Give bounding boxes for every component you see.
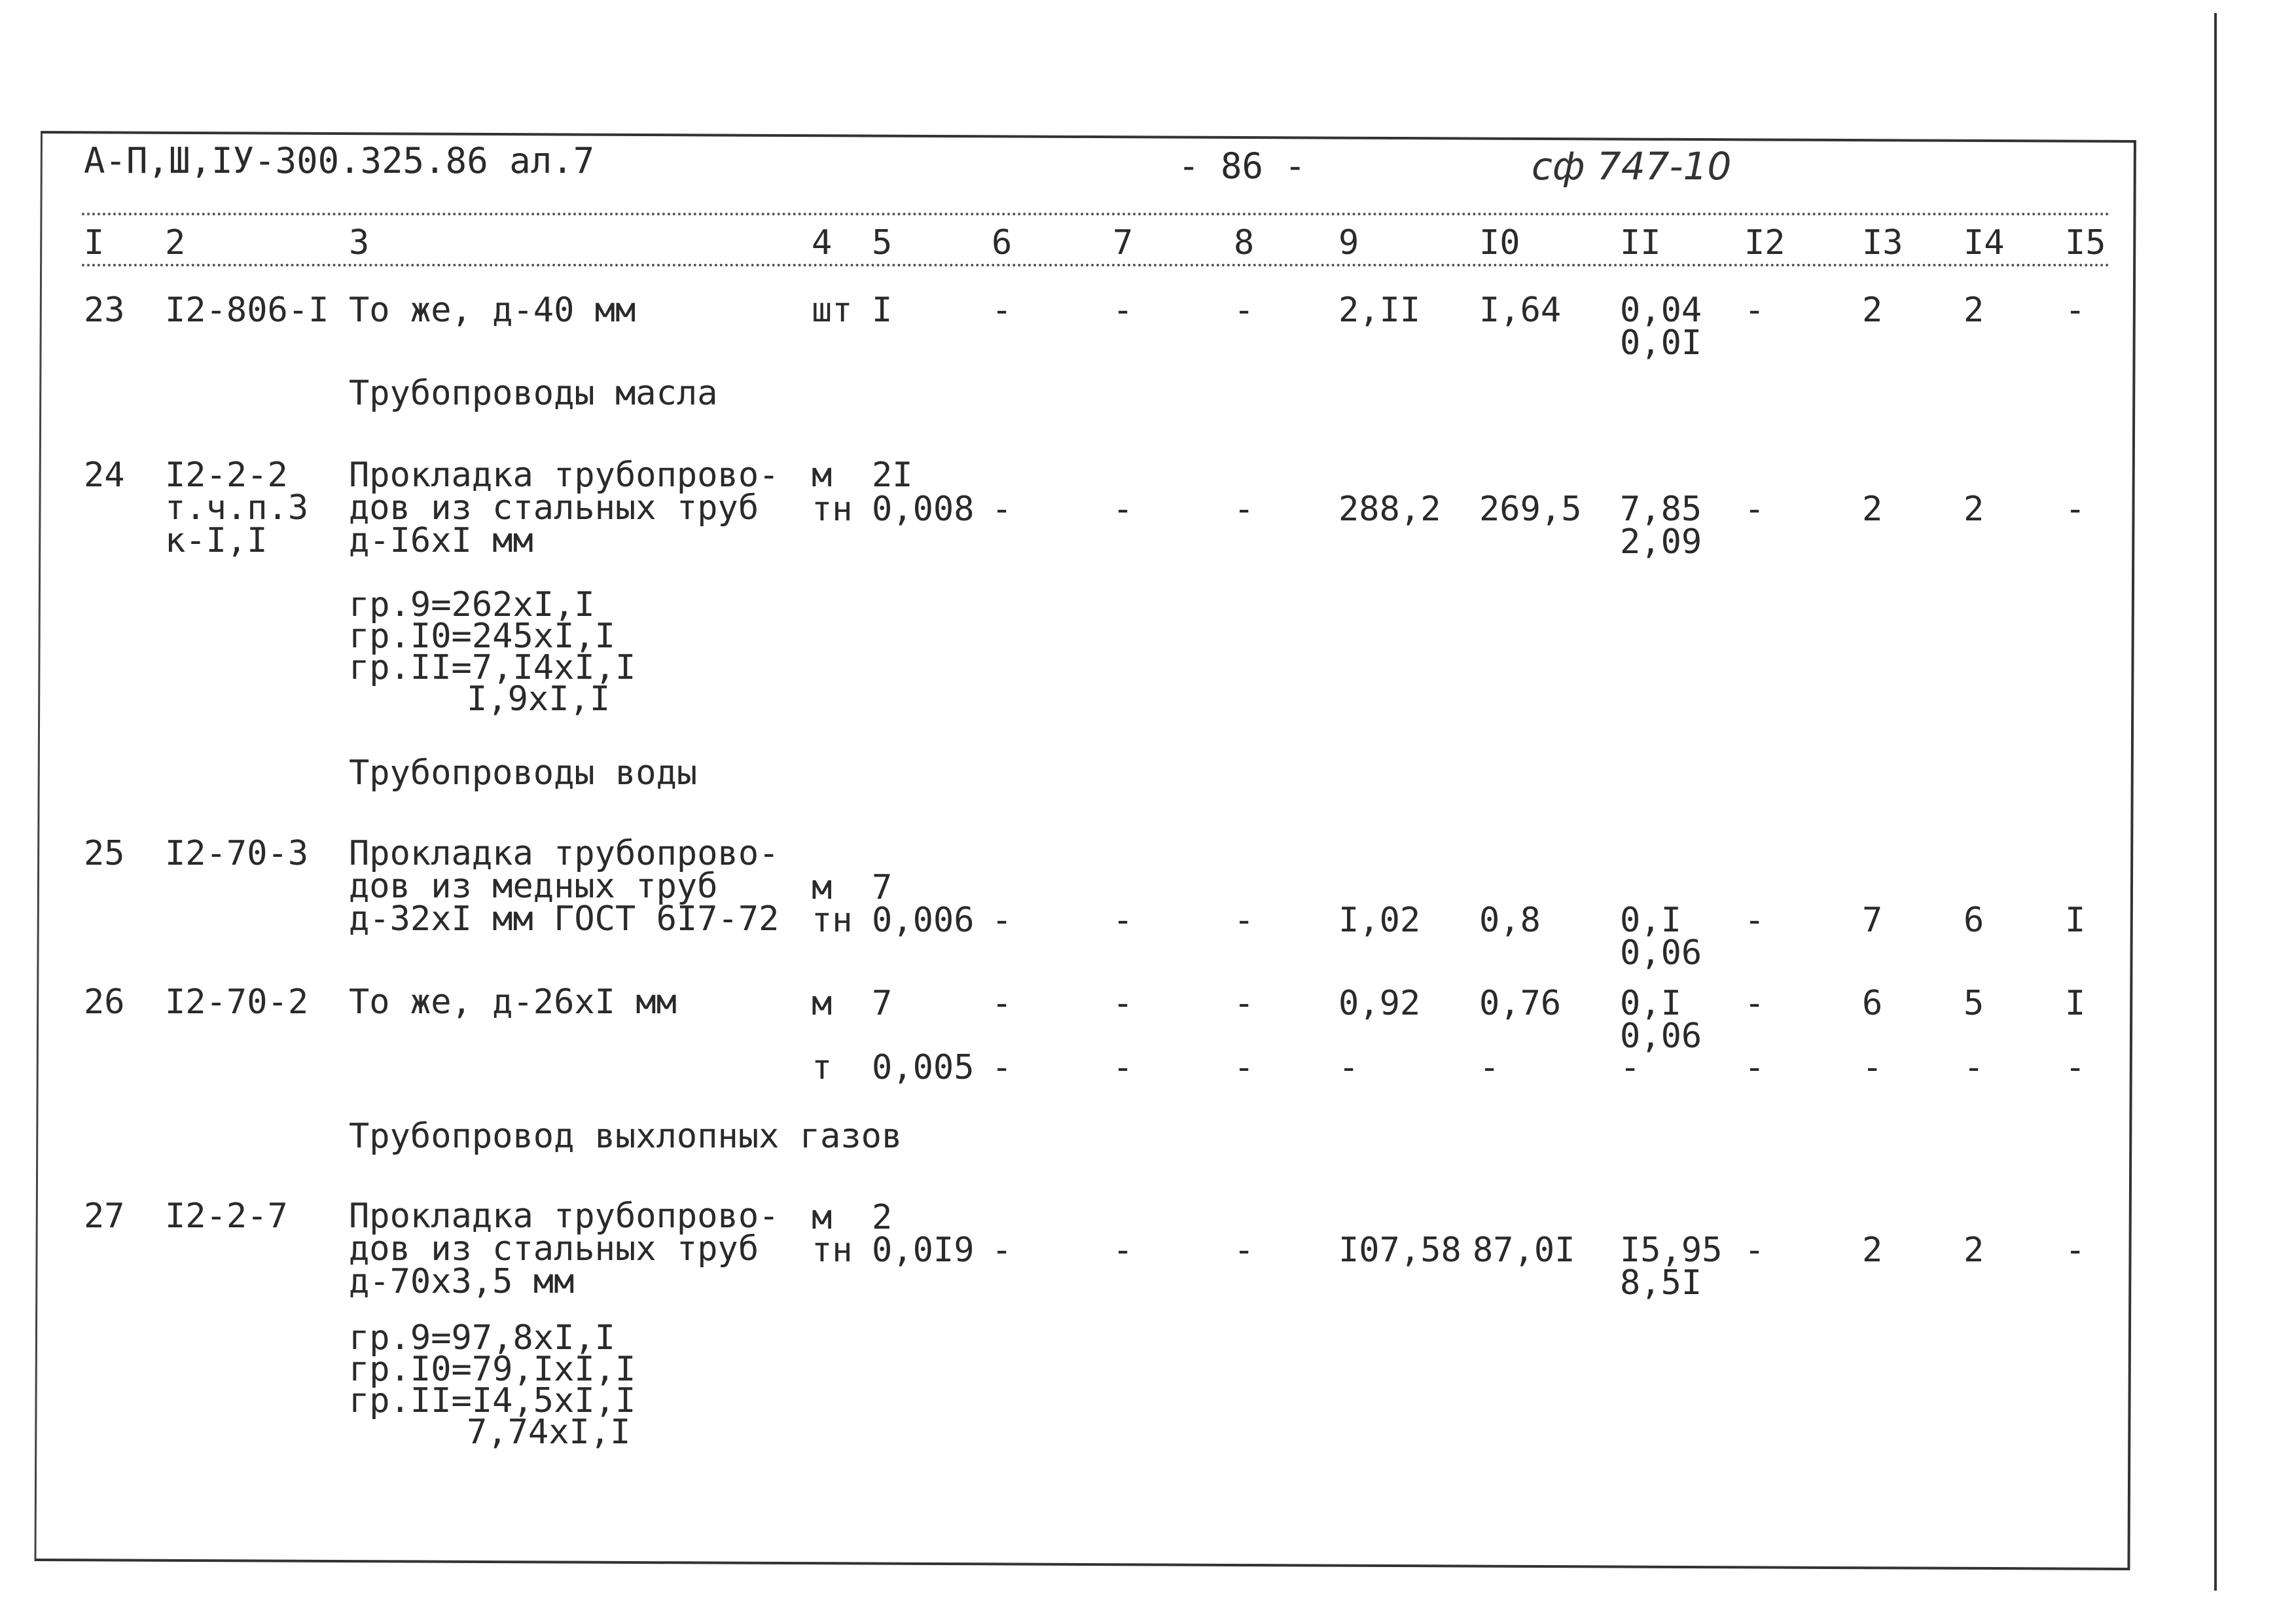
work-name-line3: д-I6хI мм	[349, 521, 533, 560]
norm-code: I2-70-2	[165, 983, 309, 1022]
calc-note: гр.I0=79,IхI,I	[349, 1350, 636, 1389]
cell-11-second: 0,0I	[1620, 323, 1702, 363]
cell-9: 0,92	[1338, 984, 1421, 1023]
cell-14: 2	[1964, 1231, 1984, 1270]
work-name: Прокладка трубопрово-	[349, 456, 780, 495]
cell-10: 0,8	[1479, 901, 1541, 940]
cell-8: -	[1234, 901, 1255, 940]
cell-8: -	[1234, 1231, 1255, 1270]
cell-6: -	[992, 984, 1013, 1023]
cell-8: -	[1234, 490, 1255, 529]
cell-7: -	[1113, 901, 1134, 940]
quantity: 7	[872, 868, 893, 907]
work-name: Прокладка трубопрово-	[349, 834, 780, 873]
work-name: То же, д-26хI мм	[349, 983, 677, 1022]
unit: м	[812, 984, 833, 1023]
cell-9-second: -	[1338, 1048, 1359, 1087]
section-heading: Трубопровод выхлопных газов	[349, 1117, 903, 1156]
row-number: 24	[84, 456, 125, 495]
col-header-10: I0	[1479, 223, 1520, 262]
cell-11: 0,I	[1620, 901, 1681, 940]
norm-code: I2-70-3	[165, 834, 309, 873]
calc-note: гр.II=7,I4хI,I	[349, 648, 636, 687]
col-header-4: 4	[812, 223, 833, 262]
page-number: - 86 -	[1178, 145, 1306, 187]
norm-code-line3: к-I,I	[165, 521, 268, 560]
work-name-line3: д-70х3,5 мм	[349, 1262, 575, 1301]
cell-11: 0,I	[1620, 984, 1681, 1023]
cell-13: 2	[1862, 1231, 1883, 1270]
cell-8: -	[1234, 984, 1255, 1023]
unit: м	[812, 868, 833, 907]
cell-14: 2	[1964, 490, 1984, 529]
quantity-second: 0,0I9	[872, 1231, 975, 1270]
quantity-second: 0,005	[872, 1048, 975, 1087]
unit-second: тн	[812, 901, 853, 940]
cell-9: 288,2	[1338, 490, 1441, 529]
doc-code: А-П,Ш,IУ-300.325.86 ал.7	[84, 140, 595, 181]
calc-note: 7,74хI,I	[467, 1413, 631, 1452]
cell-15: I	[2065, 901, 2086, 940]
col-header-5: 5	[872, 223, 893, 262]
calc-note: гр.I0=245хI,I	[349, 617, 615, 656]
quantity-second: 0,008	[872, 490, 975, 529]
cell-13: 2	[1862, 291, 1883, 330]
col-header-3: 3	[349, 223, 370, 262]
cell-14: 6	[1964, 901, 1984, 940]
work-name-line2: дов из медных труб	[349, 867, 718, 906]
unit-second: т	[812, 1048, 833, 1087]
cell-13: 6	[1862, 984, 1883, 1023]
cell-11-third: -	[1620, 1048, 1641, 1087]
section-heading: Трубопроводы воды	[349, 753, 698, 793]
col-header-13: I3	[1862, 223, 1903, 262]
calc-note: гр.9=262хI,I	[349, 585, 595, 624]
cell-12: -	[1744, 291, 1765, 330]
cell-10: 269,5	[1479, 490, 1582, 529]
cell-9: 2,II	[1338, 291, 1421, 330]
cell-7: -	[1113, 291, 1134, 330]
cell-15: -	[2065, 291, 2086, 330]
col-header-9: 9	[1338, 223, 1359, 262]
cell-11-second: 0,06	[1620, 1017, 1702, 1056]
cell-12: -	[1744, 901, 1765, 940]
cell-14: 5	[1964, 984, 1984, 1023]
row-number: 27	[84, 1197, 125, 1236]
col-header-14: I4	[1964, 223, 2005, 262]
cell-14: 2	[1964, 291, 1984, 330]
cell-11: 0,04	[1620, 291, 1702, 330]
norm-code: I2-2-2	[165, 456, 288, 495]
calc-note: гр.II=I4,5хI,I	[349, 1381, 636, 1420]
cell-11: I5,95	[1620, 1231, 1723, 1270]
cell-14-second: -	[1964, 1048, 1984, 1087]
row-number: 25	[84, 834, 125, 873]
quantity: 2I	[872, 456, 913, 495]
col-header-15: I5	[2065, 223, 2106, 262]
handwritten-mark: сф 747-10	[1532, 144, 1732, 189]
unit: шт	[812, 291, 853, 330]
unit-second: тн	[812, 1231, 853, 1270]
cell-12: -	[1744, 1231, 1765, 1270]
col-header-6: 6	[992, 223, 1013, 262]
quantity: I	[872, 291, 893, 330]
work-name: То же, д-40 мм	[349, 291, 636, 330]
cell-12: -	[1744, 984, 1765, 1023]
cell-10: I,64	[1479, 291, 1562, 330]
cell-6: -	[992, 490, 1013, 529]
work-name: Прокладка трубопрово-	[349, 1197, 780, 1236]
work-name-line3: д-32хI мм ГОСТ 6I7-72	[349, 899, 780, 939]
header-rule-bottom	[82, 264, 2111, 266]
cell-11-second: 0,06	[1620, 933, 1702, 973]
quantity: 2	[872, 1198, 893, 1237]
row-number: 26	[84, 983, 125, 1022]
calc-note: I,9хI,I	[467, 679, 611, 719]
cell-9: I07,58	[1338, 1231, 1462, 1270]
cell-10: 87,0I	[1473, 1231, 1575, 1270]
cell-12-second: -	[1744, 1048, 1765, 1087]
cell-13: 7	[1862, 901, 1883, 940]
unit: м	[812, 1198, 833, 1237]
cell-6: -	[992, 291, 1013, 330]
section-heading: Трубопроводы масла	[349, 374, 718, 413]
work-name-line2: дов из стальных труб	[349, 1229, 759, 1269]
col-header-8: 8	[1234, 223, 1255, 262]
calc-note: гр.9=97,8хI,I	[349, 1318, 615, 1358]
col-header-12: I2	[1744, 223, 1785, 262]
cell-7: -	[1113, 490, 1134, 529]
cell-13: 2	[1862, 490, 1883, 529]
col-header-7: 7	[1113, 223, 1134, 262]
cell-15-second: -	[2065, 1048, 2086, 1087]
header-rule-top	[82, 213, 2111, 215]
cell-11-second: 2,09	[1620, 522, 1702, 562]
cell-7: -	[1113, 1231, 1134, 1270]
col-header-2: 2	[165, 223, 186, 262]
cell-7-second: -	[1113, 1048, 1134, 1087]
row-number: 23	[84, 291, 125, 330]
cell-6-second: -	[992, 1048, 1013, 1087]
cell-7: -	[1113, 984, 1134, 1023]
cell-11-second: 8,5I	[1620, 1263, 1702, 1303]
page-edge-line	[2214, 13, 2217, 1591]
norm-code: I2-806-I	[165, 291, 329, 330]
cell-6: -	[992, 901, 1013, 940]
work-name-line2: дов из стальных труб	[349, 488, 759, 528]
col-header-11: II	[1620, 223, 1661, 262]
cell-6: -	[992, 1231, 1013, 1270]
cell-8: -	[1234, 291, 1255, 330]
cell-13-second: -	[1862, 1048, 1883, 1087]
unit: м	[812, 456, 833, 495]
cell-8-second: -	[1234, 1048, 1255, 1087]
cell-10: 0,76	[1479, 984, 1562, 1023]
norm-code-line2: т.ч.п.3	[165, 488, 309, 528]
cell-10-second: -	[1479, 1048, 1500, 1087]
quantity: 7	[872, 984, 893, 1023]
quantity-second: 0,006	[872, 901, 975, 940]
norm-code: I2-2-7	[165, 1197, 288, 1236]
cell-9: I,02	[1338, 901, 1421, 940]
col-header-1: I	[84, 223, 105, 262]
cell-15: -	[2065, 490, 2086, 529]
cell-12: -	[1744, 490, 1765, 529]
cell-11: 7,85	[1620, 490, 1702, 529]
cell-15: I	[2065, 984, 2086, 1023]
unit-second: тн	[812, 490, 853, 529]
cell-15: -	[2065, 1231, 2086, 1270]
